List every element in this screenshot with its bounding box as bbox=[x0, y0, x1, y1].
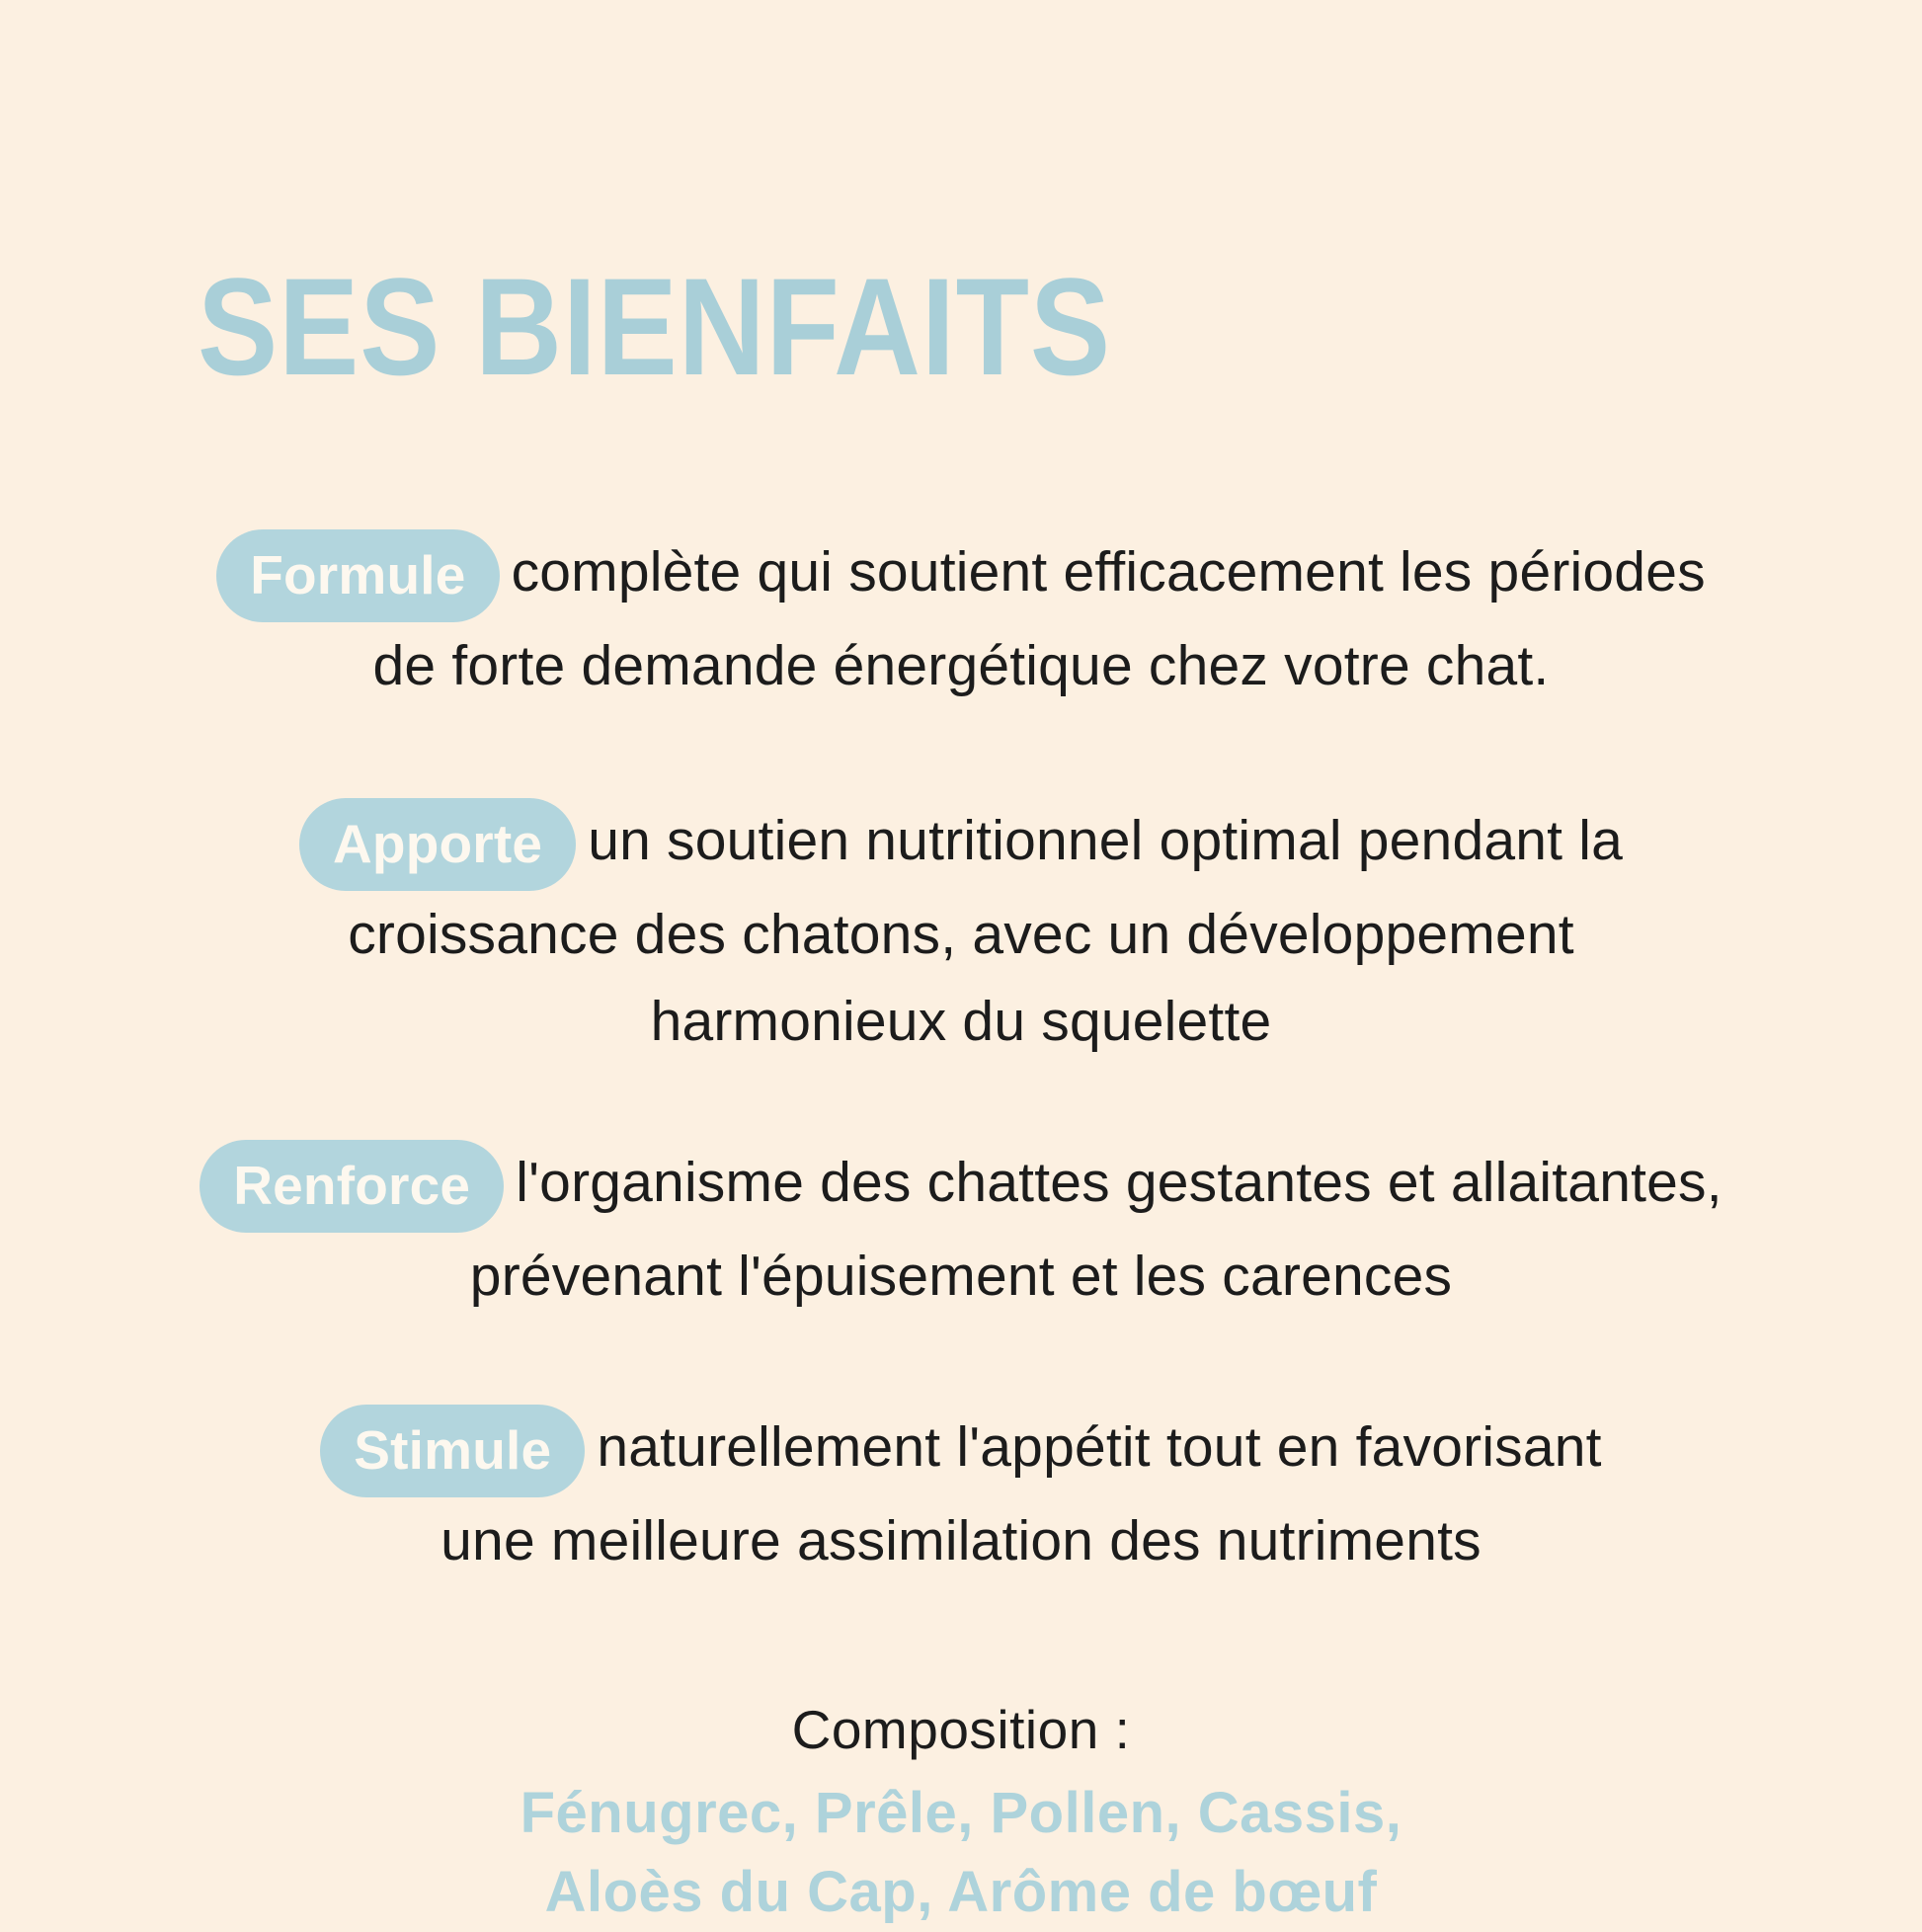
benefit-text: un soutien nutritionnel optimal pendant la bbox=[588, 808, 1623, 872]
benefits-list bbox=[0, 472, 1922, 1932]
benefit-pill-stimule: Stimule bbox=[320, 1405, 585, 1497]
ingredients-line: Fénugrec, Prêle, Pollen, Cassis, bbox=[520, 1780, 1402, 1845]
benefit-text: l'organisme des chattes gestantes et allaitantes, bbox=[516, 1150, 1722, 1214]
composition-title: Composition : bbox=[791, 1698, 1131, 1760]
benefit-line bbox=[216, 540, 1706, 604]
benefit-renforce bbox=[0, 1139, 1922, 1320]
benefit-apporte bbox=[0, 797, 1922, 1065]
benefit-stimule bbox=[0, 1404, 1922, 1584]
benefit-text: prévenant l'épuisement et les carences bbox=[469, 1244, 1453, 1308]
benefit-line bbox=[299, 808, 1623, 875]
benefit-pill-formule: Formule bbox=[216, 529, 499, 622]
ingredients-line: Aloès du Cap, Arôme de bœuf bbox=[544, 1859, 1378, 1924]
page-title: SES BIENFAITS bbox=[198, 248, 1112, 404]
benefit-text: croissance des chatons, avec un développement bbox=[348, 902, 1574, 966]
benefit-text: une meilleure assimilation des nutriments bbox=[440, 1508, 1482, 1572]
benefit-pill-renforce: Renforce bbox=[200, 1140, 504, 1233]
benefit-line bbox=[320, 1414, 1602, 1482]
benefit-text: naturellement l'appétit tout en favorisant bbox=[597, 1414, 1602, 1479]
benefit-line bbox=[200, 1150, 1722, 1217]
ingredients-list bbox=[521, 1774, 1402, 1932]
composition-section bbox=[521, 1695, 1402, 1932]
benefit-pill-apporte: Apporte bbox=[299, 798, 576, 891]
benefit-formule bbox=[0, 528, 1922, 709]
benefit-text: complète qui soutient efficacement les périodes bbox=[511, 540, 1706, 604]
benefit-text: de forte demande énergétique chez votre chat. bbox=[372, 633, 1550, 697]
benefit-text: harmonieux du squelette bbox=[650, 989, 1272, 1053]
